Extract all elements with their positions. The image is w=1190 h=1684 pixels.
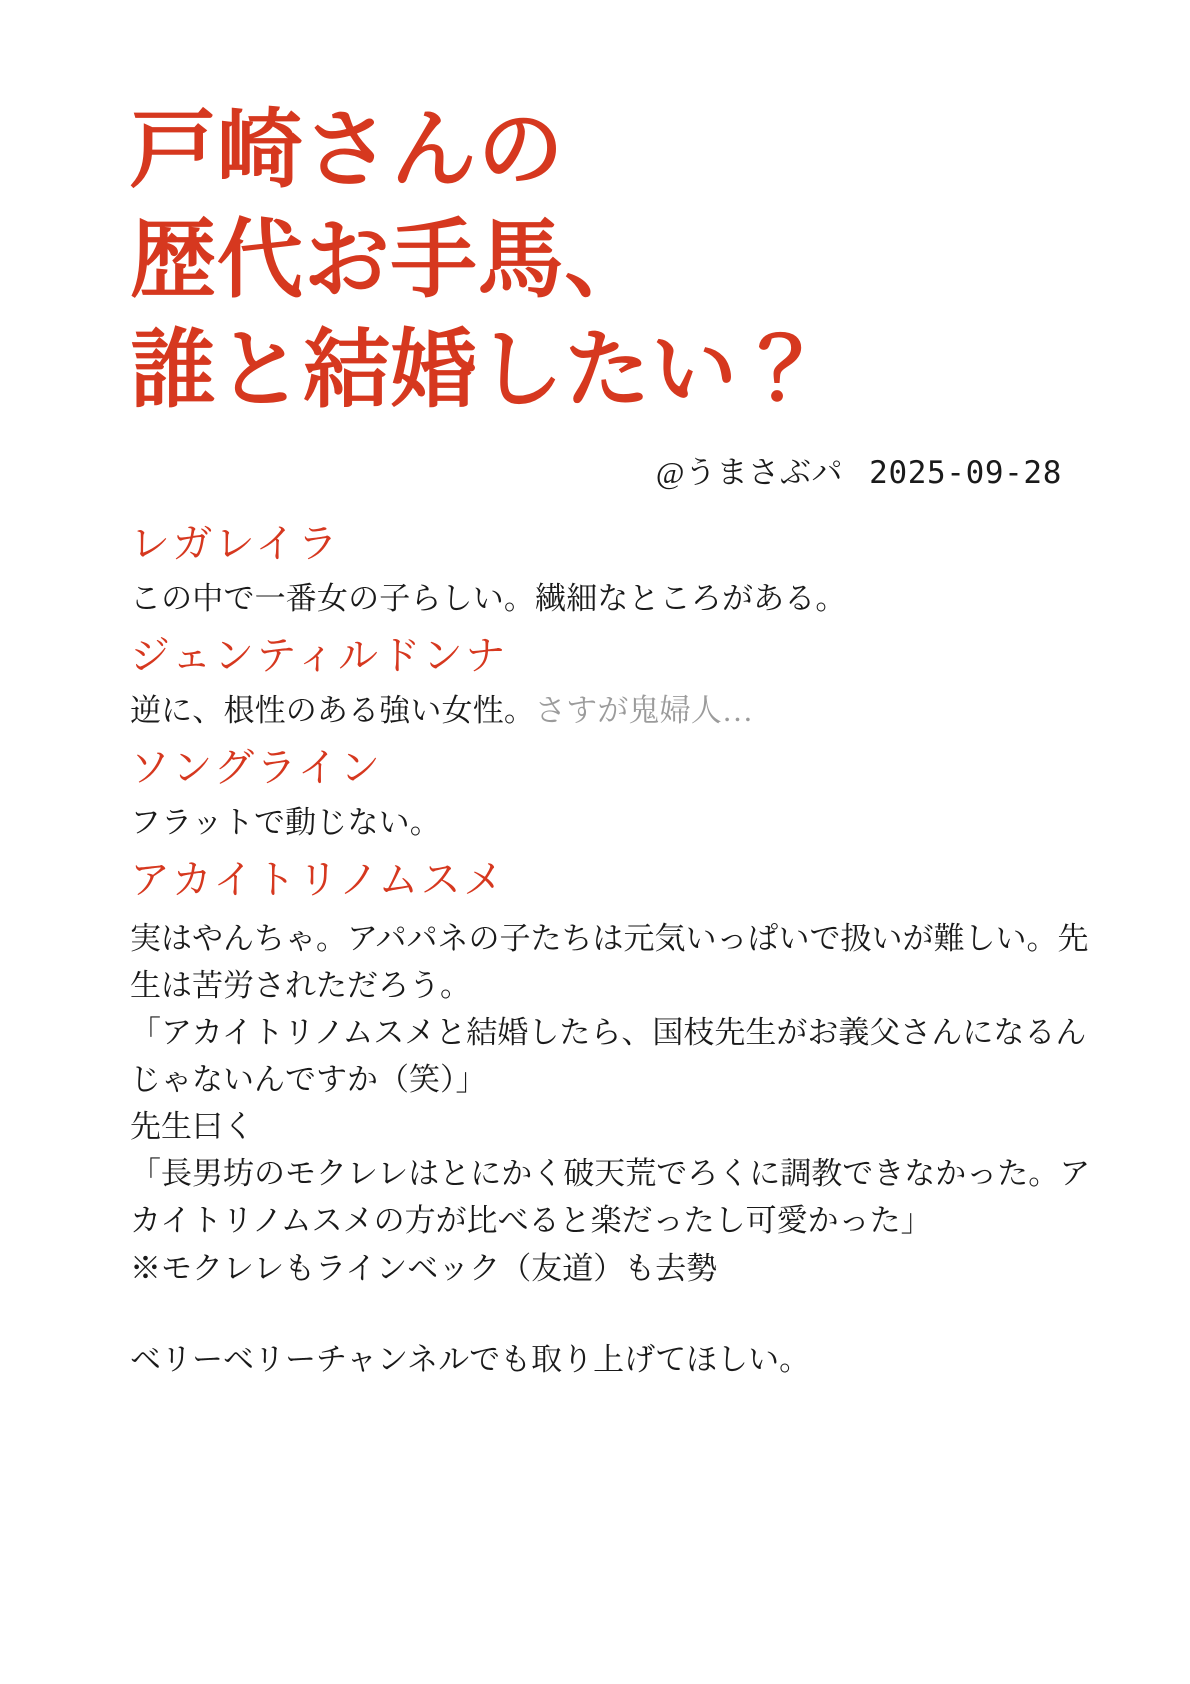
entry-body-text: フラットで動じない。 (130, 804, 441, 840)
paragraph-1: 実はやんちゃ。アパパネの子たちは元気いっぱいで扱いが難しい。先生は苦労されただろう。 (130, 920, 1089, 1003)
title-line-2: 歴代お手馬、 (130, 210, 652, 311)
title-line-3: 誰と結婚したい？ (130, 320, 825, 421)
closing-line: ベリーベリーチャンネルでも取り上げてほしい。 (130, 1341, 811, 1377)
entry-name-horse-1: レガレイラ (130, 521, 340, 567)
list-item (130, 628, 1110, 734)
list-item (130, 852, 1110, 909)
page-title (130, 95, 1110, 425)
paragraph-5-note: ※モクレレもラインベック（友道）も去勢 (130, 1250, 718, 1286)
paragraph-4: 「長男坊のモクレレはとにかく破天荒でろくに調教できなかった。アカイトリノムスメの方が比べると楽だったし可愛かった」 (130, 1156, 1091, 1239)
entry-body-horse-3 (130, 799, 1110, 846)
title-line-1: 戸崎さんの (130, 100, 565, 200)
entry-name-horse-4: アカイトリノムスメ (130, 856, 506, 902)
entry-body-annotation: さすが鬼婦人… (535, 692, 754, 728)
paragraph-3: 先生曰く (130, 1109, 254, 1145)
byline (130, 447, 1110, 492)
entry-body-text: この中で一番女の子らしい。繊細なところがある。 (130, 581, 847, 617)
paragraph-2: 「アカイトリノムスメと結婚したら、国枝先生がお義父さんになるんじゃないんですか（笑）」 (130, 1014, 1087, 1098)
entry-list (130, 516, 1110, 1383)
paragraph-spacer (130, 1292, 1110, 1336)
entry-name-horse-2: ジェンティルドンナ (130, 633, 508, 679)
entry-body-horse-2 (130, 687, 1110, 734)
entry-body-horse-1 (130, 575, 1110, 622)
list-item (130, 516, 1110, 622)
author-handle: @うまさぶパ (655, 455, 844, 491)
post-date: 2025-09-28 (869, 455, 1062, 492)
entry-name-horse-3: ソングライン (130, 745, 383, 791)
list-item (130, 740, 1110, 846)
entry-body-text: 逆に、根性のある強い女性。 (130, 692, 536, 728)
